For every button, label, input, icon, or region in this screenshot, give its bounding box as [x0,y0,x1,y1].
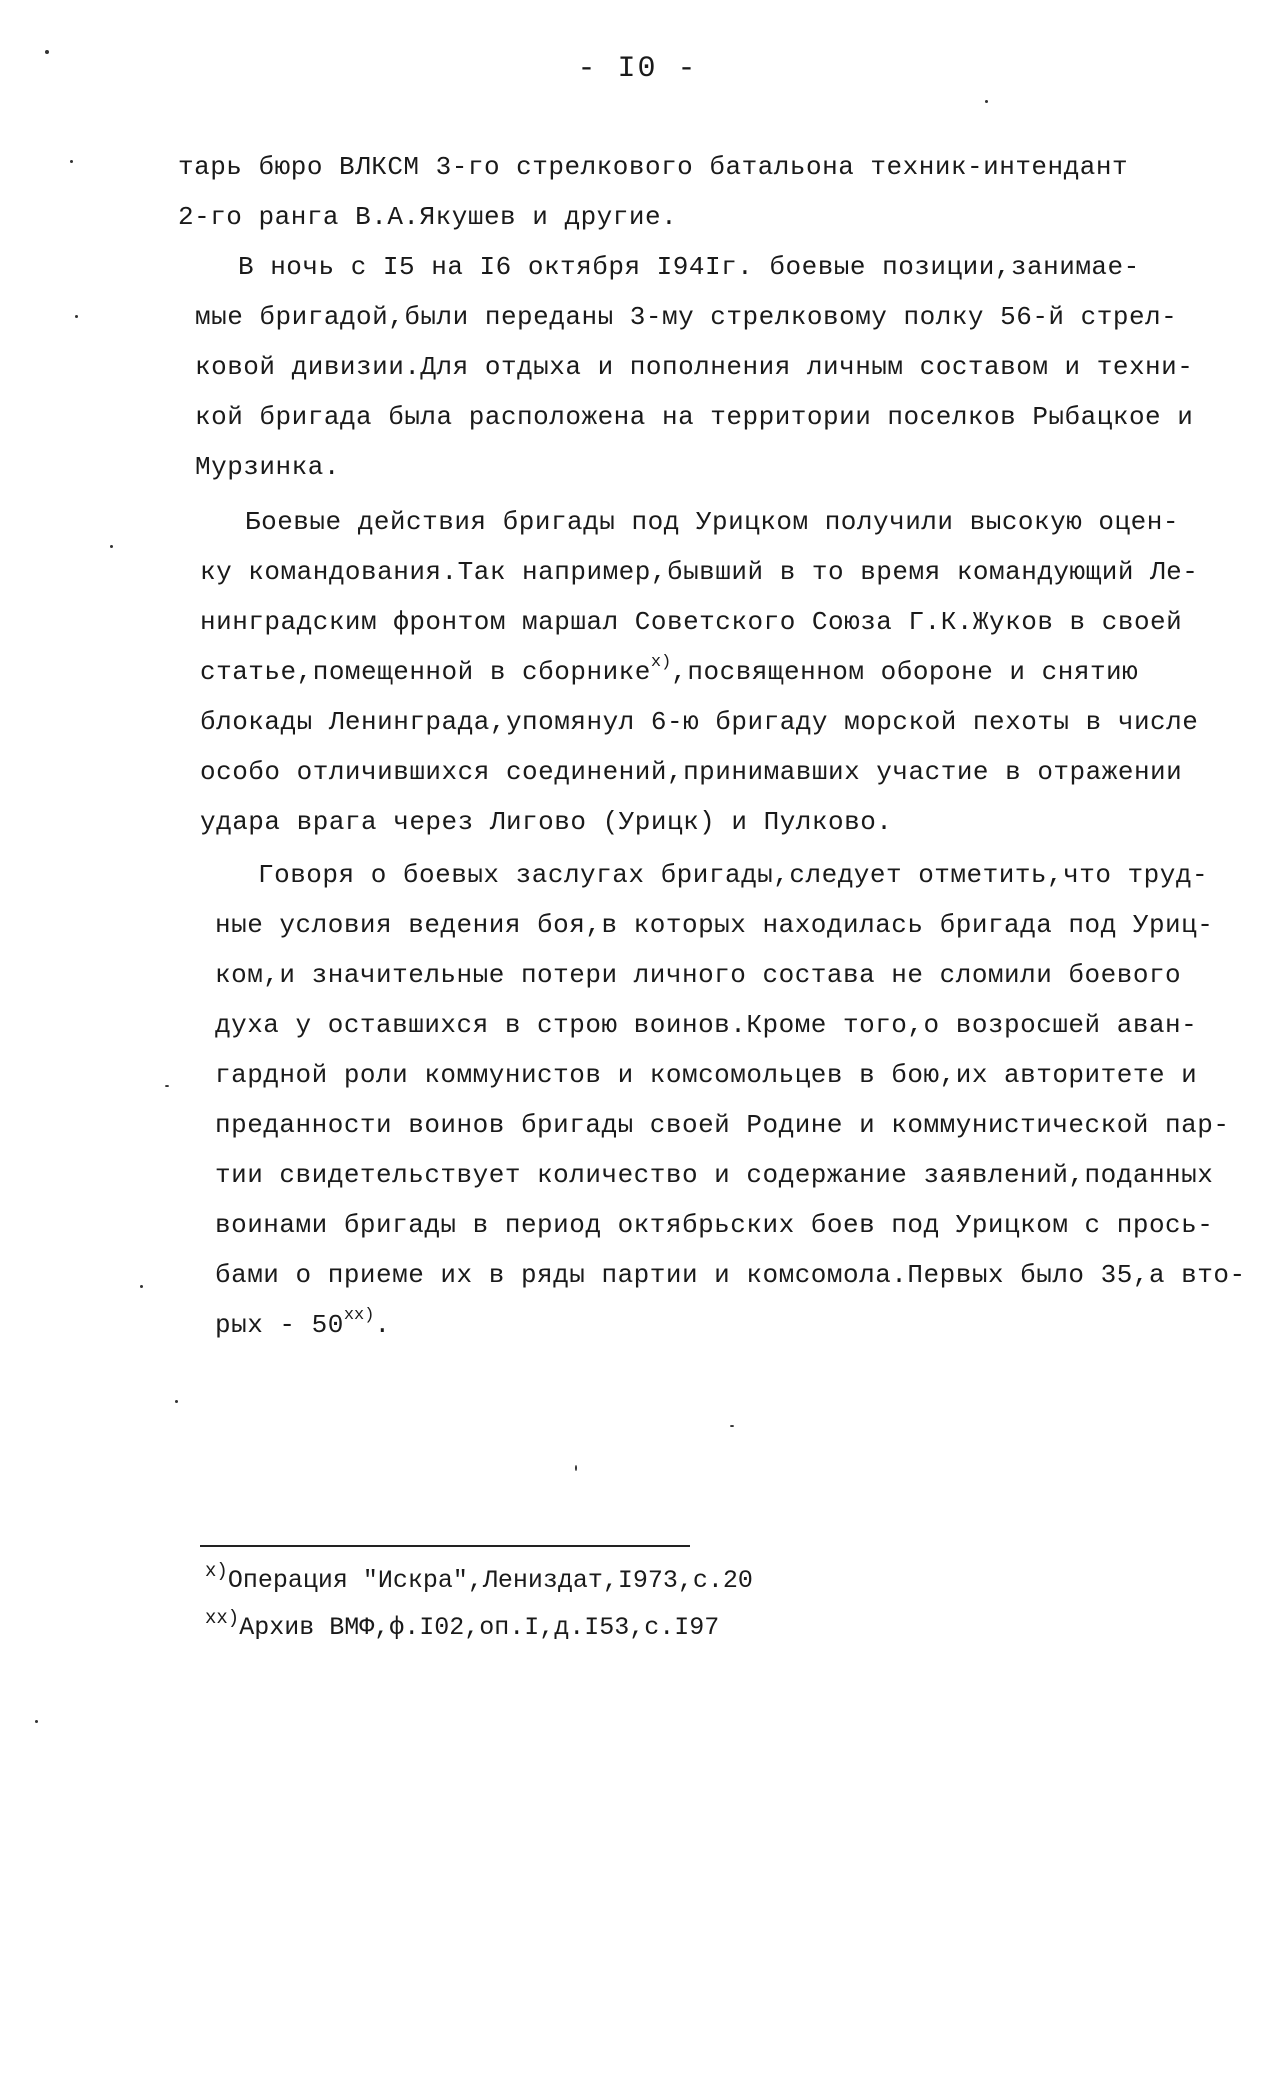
text-line: Мурзинка. [195,452,340,482]
text-line: ные условия ведения боя,в которых находилась бригада под Уриц- [215,910,1214,940]
text-line [215,1308,391,1346]
text-segment: ,посвященном обороне и снятию [671,657,1139,687]
text-line: особо отличившихся соединений,принимавших участие в отражении [200,757,1183,787]
text-line: ком,и значительные потери личного состава не сломили боевого [215,960,1182,990]
footnote-mark: xx) [205,1607,240,1629]
text-line: удара врага через Лигово (Урицк) и Пулково. [200,807,893,837]
text-segment: статье,помещенной в сборнике [200,657,651,687]
text-segment: рых - 50 [215,1310,344,1340]
text-segment: . [374,1310,391,1340]
text-line: ку командования.Так например,бывший в то время командующий Ле- [200,557,1199,587]
text-line: преданности воинов бригады своей Родине и коммунистической пар- [215,1110,1230,1140]
text-line: бами о приеме их в ряды партии и комсомола.Первых было 35,а вто- [215,1260,1246,1290]
scan-speck [165,1085,169,1087]
text-line: ковой дивизии.Для отдыха и пополнения личным составом и техни- [195,352,1194,382]
text-line: 2-го ранга В.А.Якушев и другие. [178,202,678,232]
page-number: - I0 - [577,52,698,86]
scan-speck [75,315,78,318]
text-line [200,655,1138,693]
text-line: кой бригада была расположена на территории поселков Рыбацкое и [195,402,1194,432]
text-line: гардной роли коммунистов и комсомольцев в бою,их авторитете и [215,1060,1198,1090]
footnote-text: Операция "Искра",Лениздат,I973,с.20 [227,1566,753,1595]
scan-speck [985,100,988,103]
scan-speck [140,1285,143,1288]
footnote-text: Архив ВМФ,ф.I02,оп.I,д.I53,с.I97 [239,1613,720,1642]
text-line: В ночь с I5 на I6 октября I94Iг. боевые позиции,занимае- [238,252,1140,282]
scan-speck [70,160,73,163]
text-line: нинградским фронтом маршал Советского Союза Г.К.Жуков в своей [200,607,1183,637]
text-line: духа у оставшихся в строю воинов.Кроме того,о возросшей аван- [215,1010,1198,1040]
footnote-reference-xx: xx) [343,1306,375,1325]
text-line: Боевые действия бригады под Урицком получили высокую оцен- [245,507,1179,537]
text-line: Говоря о боевых заслугах бригады,следует отметить,что труд- [258,860,1209,890]
scan-speck [45,50,49,54]
text-line: блокады Ленинграда,упомянул 6-ю бригаду морской пехоты в числе [200,707,1199,737]
footnote-x [205,1560,753,1598]
text-line: тарь бюро ВЛКСМ 3-го стрелкового батальона техник-интендант [178,152,1129,182]
text-line: мые бригадой,были переданы 3-му стрелковому полку 56-й стрел- [195,302,1178,332]
scan-speck [175,1400,178,1403]
footnote-reference-x: x) [650,653,672,672]
scan-speck [575,1465,577,1471]
text-line: тии свидетельствует количество и содержание заявлений,поданных [215,1160,1214,1190]
scan-speck [110,545,113,548]
footnote-separator [200,1545,690,1547]
footnote-xx [205,1607,720,1645]
text-line: воинами бригады в период октябрьских боев под Урицком с прось- [215,1210,1214,1240]
scan-speck [35,1720,38,1723]
footnote-mark: x) [205,1560,228,1582]
scan-speck [730,1425,734,1427]
